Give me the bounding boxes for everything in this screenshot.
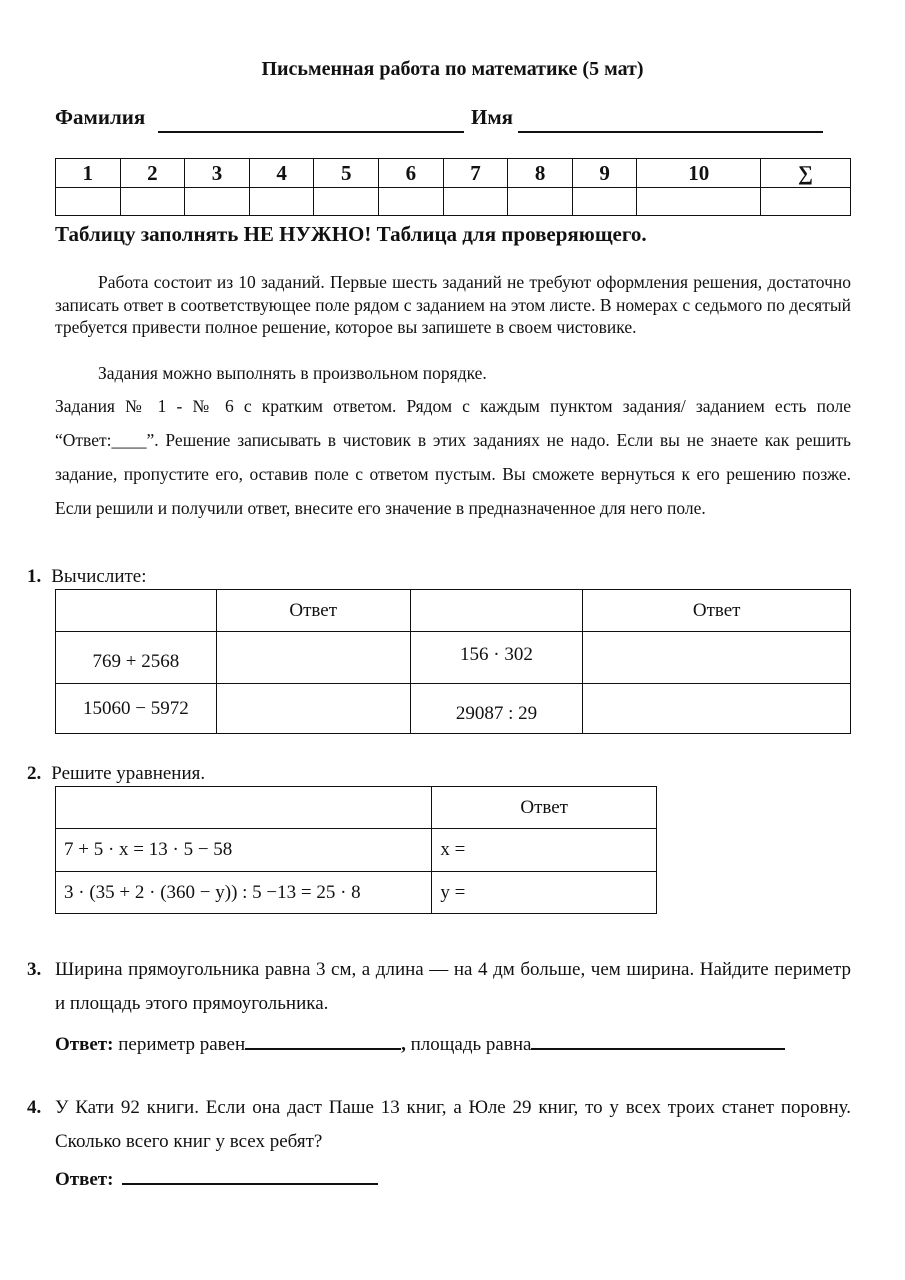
name-field[interactable] (518, 131, 823, 133)
table-row (56, 590, 851, 632)
score-cell[interactable] (379, 188, 444, 216)
expression-cell: 29087 : 29 (410, 684, 583, 734)
score-cell[interactable] (443, 188, 508, 216)
answer-header: Ответ (583, 590, 851, 632)
grading-col: 2 (120, 159, 185, 188)
surname-field[interactable] (158, 131, 464, 133)
q1-number: 1. (27, 566, 42, 587)
answer-cell[interactable] (583, 632, 851, 684)
intro-order-note: Задания можно выполнять в произвольном порядке. (98, 363, 487, 383)
grading-col: 5 (314, 159, 379, 188)
answer-cell[interactable] (583, 684, 851, 734)
answer-cell[interactable] (216, 684, 410, 734)
grading-col: 10 (637, 159, 761, 188)
answer-cell[interactable] (216, 632, 410, 684)
table-row (56, 787, 657, 829)
surname-label: Фамилия (55, 105, 146, 129)
score-cell[interactable] (249, 188, 314, 216)
score-cell[interactable] (185, 188, 250, 216)
intro-paragraph: Работа состоит из 10 заданий. Первые шесть заданий не требуют оформления решения, достаточно записать ответ в соответствующее поле рядом с заданием на этом листе. В номерах с седьмого по десятый требуется привести полное решение, которое вы запишете в своем чистовике. (55, 272, 851, 337)
answer-cell[interactable]: x = (432, 829, 657, 872)
q2-text: Решите уравнения. (51, 763, 206, 784)
q1-table (55, 589, 851, 734)
equation-cell: 7 + 5 · x = 13 · 5 − 58 (56, 829, 432, 872)
q3-answer-line: Ответ: периметр равен , площадь равна (55, 1028, 785, 1056)
grading-col: 7 (443, 159, 508, 188)
answer-cell[interactable]: y = (432, 872, 657, 914)
score-cell[interactable] (761, 188, 851, 216)
equation-cell: 3 · (35 + 2 · (360 − y)) : 5 −13 = 25 · 8 (56, 872, 432, 914)
grading-col: 1 (56, 159, 121, 188)
name-label: Имя (471, 105, 513, 129)
grading-col: 6 (379, 159, 444, 188)
area-label: площадь равна (410, 1034, 532, 1055)
student-name-row (55, 105, 855, 135)
perimeter-label: периметр равен (118, 1034, 246, 1055)
area-answer-field[interactable] (531, 1028, 785, 1050)
perimeter-answer-field[interactable] (245, 1028, 401, 1050)
score-cell[interactable] (120, 188, 185, 216)
grading-col: 9 (572, 159, 637, 188)
score-cell[interactable] (314, 188, 379, 216)
q3 (27, 953, 851, 1014)
q3-text: Ширина прямоугольника равна 3 см, а длина — на 4 дм больше, чем ширина. Найдите периметр и площадь этого прямоугольника. (55, 959, 851, 1014)
q4-answer-line (55, 1163, 378, 1191)
answer-header: Ответ (432, 787, 657, 829)
q1-heading (27, 566, 147, 588)
grading-table (55, 158, 851, 216)
page-title: Письменная работа по математике (5 мат) (261, 58, 644, 80)
table-note: Таблицу заполнять НЕ НУЖНО! Таблица для проверяющего. (55, 222, 647, 246)
grading-col-sum: ∑ (761, 159, 851, 188)
expression-cell: 156 · 302 (410, 632, 583, 684)
score-cell[interactable] (572, 188, 637, 216)
grading-score-row (56, 188, 851, 216)
q3-number: 3. (27, 959, 42, 980)
answer-header: Ответ (216, 590, 410, 632)
table-row (56, 684, 851, 734)
table-row (56, 829, 657, 872)
grading-col: 4 (249, 159, 314, 188)
q4-number: 4. (27, 1097, 42, 1118)
score-cell[interactable] (56, 188, 121, 216)
answer-label: Ответ: (55, 1169, 114, 1190)
q2-table (55, 786, 657, 914)
q4 (27, 1091, 851, 1152)
grading-col: 3 (185, 159, 250, 188)
grading-header-row (56, 159, 851, 188)
q2-number: 2. (27, 763, 42, 784)
table-row (56, 872, 657, 914)
answer-label: Ответ: (55, 1034, 114, 1055)
expression-cell: 769 + 2568 (56, 632, 217, 684)
q2-heading (27, 763, 205, 785)
q1-text: Вычислите: (51, 566, 147, 587)
expression-cell: 15060 − 5972 (56, 684, 217, 734)
score-cell[interactable] (508, 188, 573, 216)
grading-col: 8 (508, 159, 573, 188)
score-cell[interactable] (637, 188, 761, 216)
table-row (56, 632, 851, 684)
intro-instructions: Задания № 1 - № 6 с кратким ответом. Рядом с каждым пунктом задания/ заданием есть поле “Ответ:____”. Решение записывать в чистовик в этих заданиях не надо. Если вы не знаете как решить задание, пропустите его, оставив поле с ответом пустым. Вы сможете вернуться к его решению позже. Если решили и получили ответ, внесите его значение в предназначенное для него поле. (55, 396, 851, 518)
q4-answer-field[interactable] (122, 1163, 378, 1185)
q4-text: У Кати 92 книги. Если она даст Паше 13 книг, а Юле 29 книг, то у всех троих станет поровну. Сколько всего книг у всех ребят? (55, 1097, 851, 1152)
